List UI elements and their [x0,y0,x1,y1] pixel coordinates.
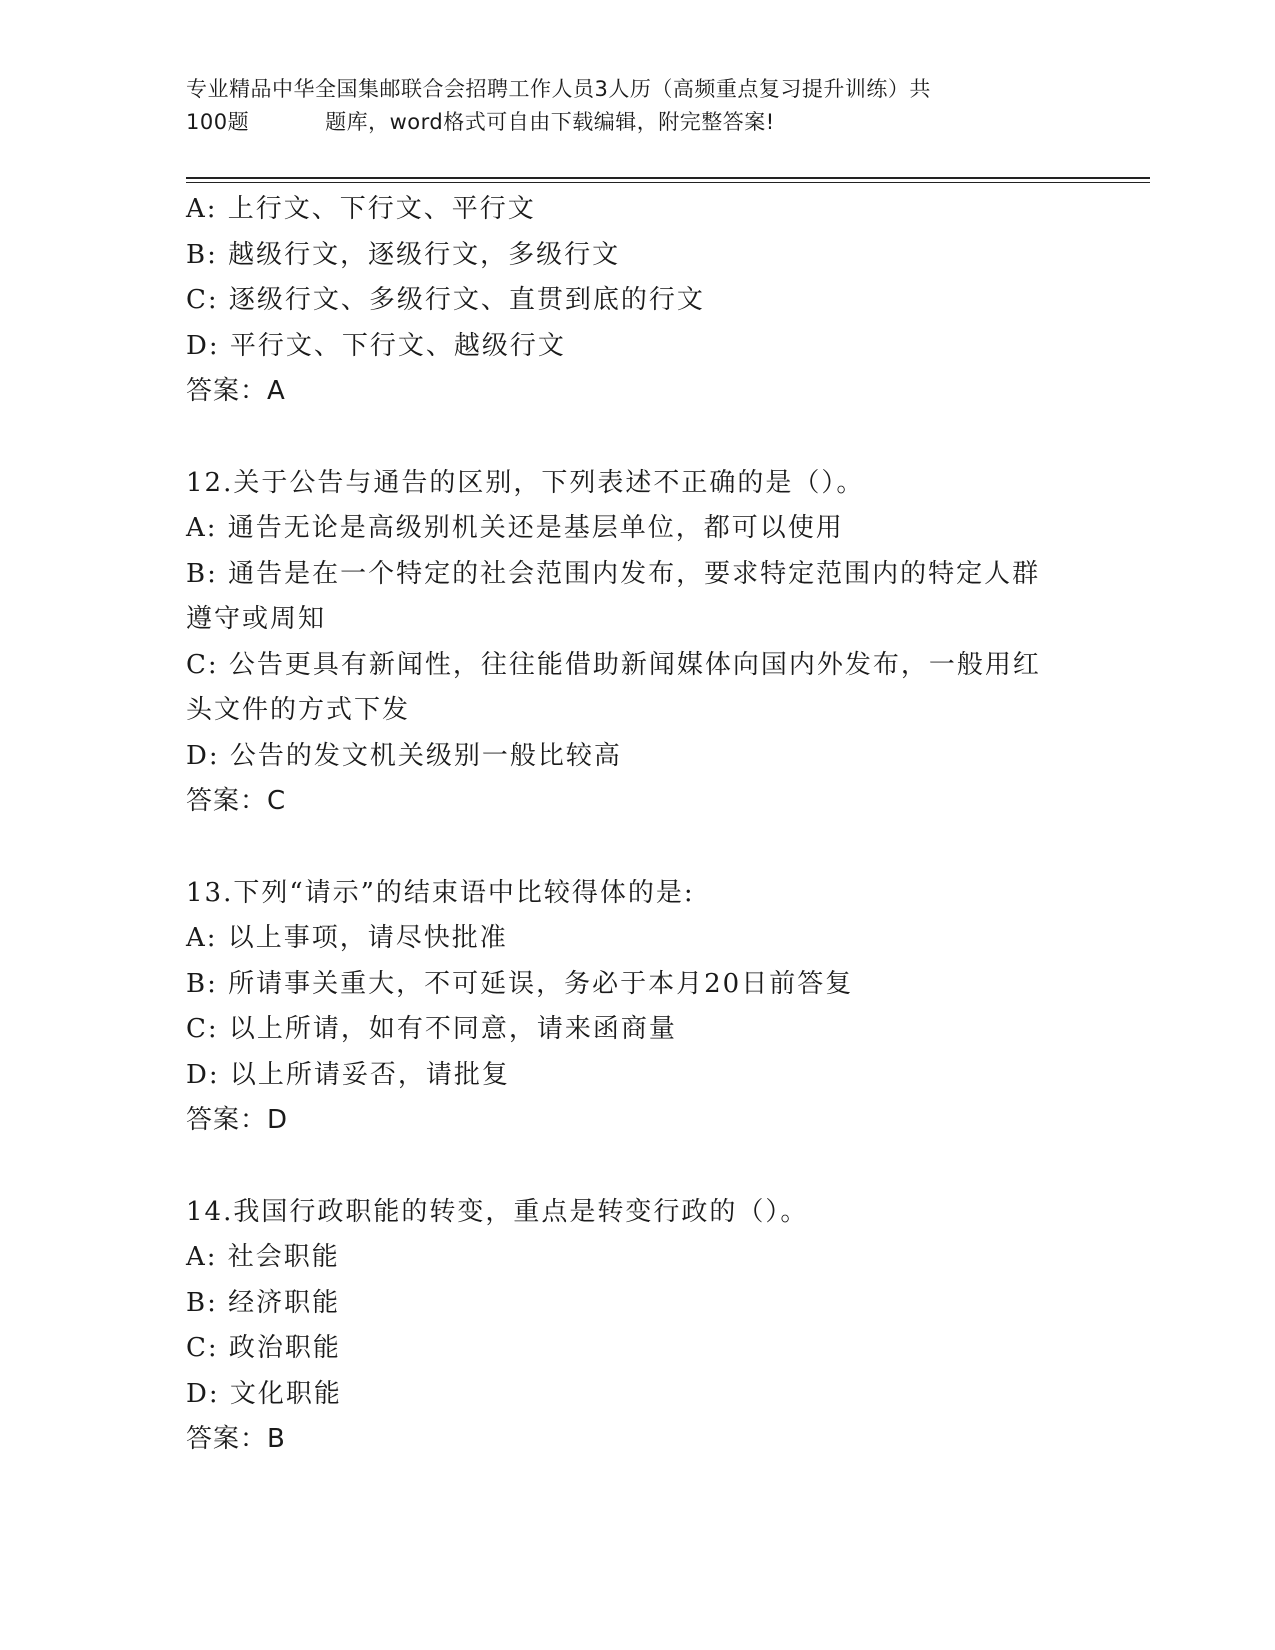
header-question-count: 100题 [186,110,250,134]
header-title-line-2 [186,106,1066,139]
answer: 答案：A [186,376,286,406]
option-a: A: 以上事项，请尽快批准 [186,923,508,953]
option-b: B: 所请事关重大，不可延误，务必于本月20日前答复 [186,968,854,999]
question-11 [186,187,1086,415]
option-d: D: 文化职能 [186,1378,342,1409]
option-b: B: 经济职能 [186,1287,341,1318]
option-c: C: 逐级行文、多级行文、直贯到底的行文 [186,285,705,315]
question-text: 14.我国行政职能的转变，重点是转变行政的（）。 [186,1196,809,1227]
question-14 [186,1190,1086,1463]
option-a: A: 通告无论是高级别机关还是基层单位，都可以使用 [186,513,844,543]
option-a: A: 社会职能 [186,1242,340,1272]
option-c: C: 政治职能 [186,1333,341,1363]
question-13 [186,871,1086,1144]
header-description: 题库，word格式可自由下载编辑，附完整答案! [325,110,775,134]
option-b: B: 通告是在一个特定的社会范围内发布，要求特定范围内的特定人群遵守或周知 [186,558,1041,634]
header-title-line-1: 专业精品中华全国集邮联合会招聘工作人员3人历（高频重点复习提升训练）共 [186,77,931,101]
header-divider [186,177,1150,183]
option-d: D: 平行文、下行文、越级行文 [186,330,566,361]
answer: 答案：C [186,786,287,816]
option-a: A: 上行文、下行文、平行文 [186,194,536,224]
question-text: 13.下列“请示”的结束语中比较得体的是: [186,877,695,908]
option-c: C: 以上所请，如有不同意，请来函商量 [186,1014,677,1044]
option-c: C: 公告更具有新闻性，往往能借助新闻媒体向国内外发布，一般用红头文件的方式下发 [186,649,1041,725]
question-list [186,187,1086,1463]
answer: 答案：D [186,1105,289,1135]
answer: 答案：B [186,1424,286,1454]
option-d: D: 公告的发文机关级别一般比较高 [186,740,622,771]
question-text: 12.关于公告与通告的区别，下列表述不正确的是（）。 [186,467,865,498]
option-d: D: 以上所请妥否，请批复 [186,1059,510,1090]
document-header [186,73,1066,139]
question-12 [186,461,1086,825]
option-b: B: 越级行文，逐级行文，多级行文 [186,239,621,270]
